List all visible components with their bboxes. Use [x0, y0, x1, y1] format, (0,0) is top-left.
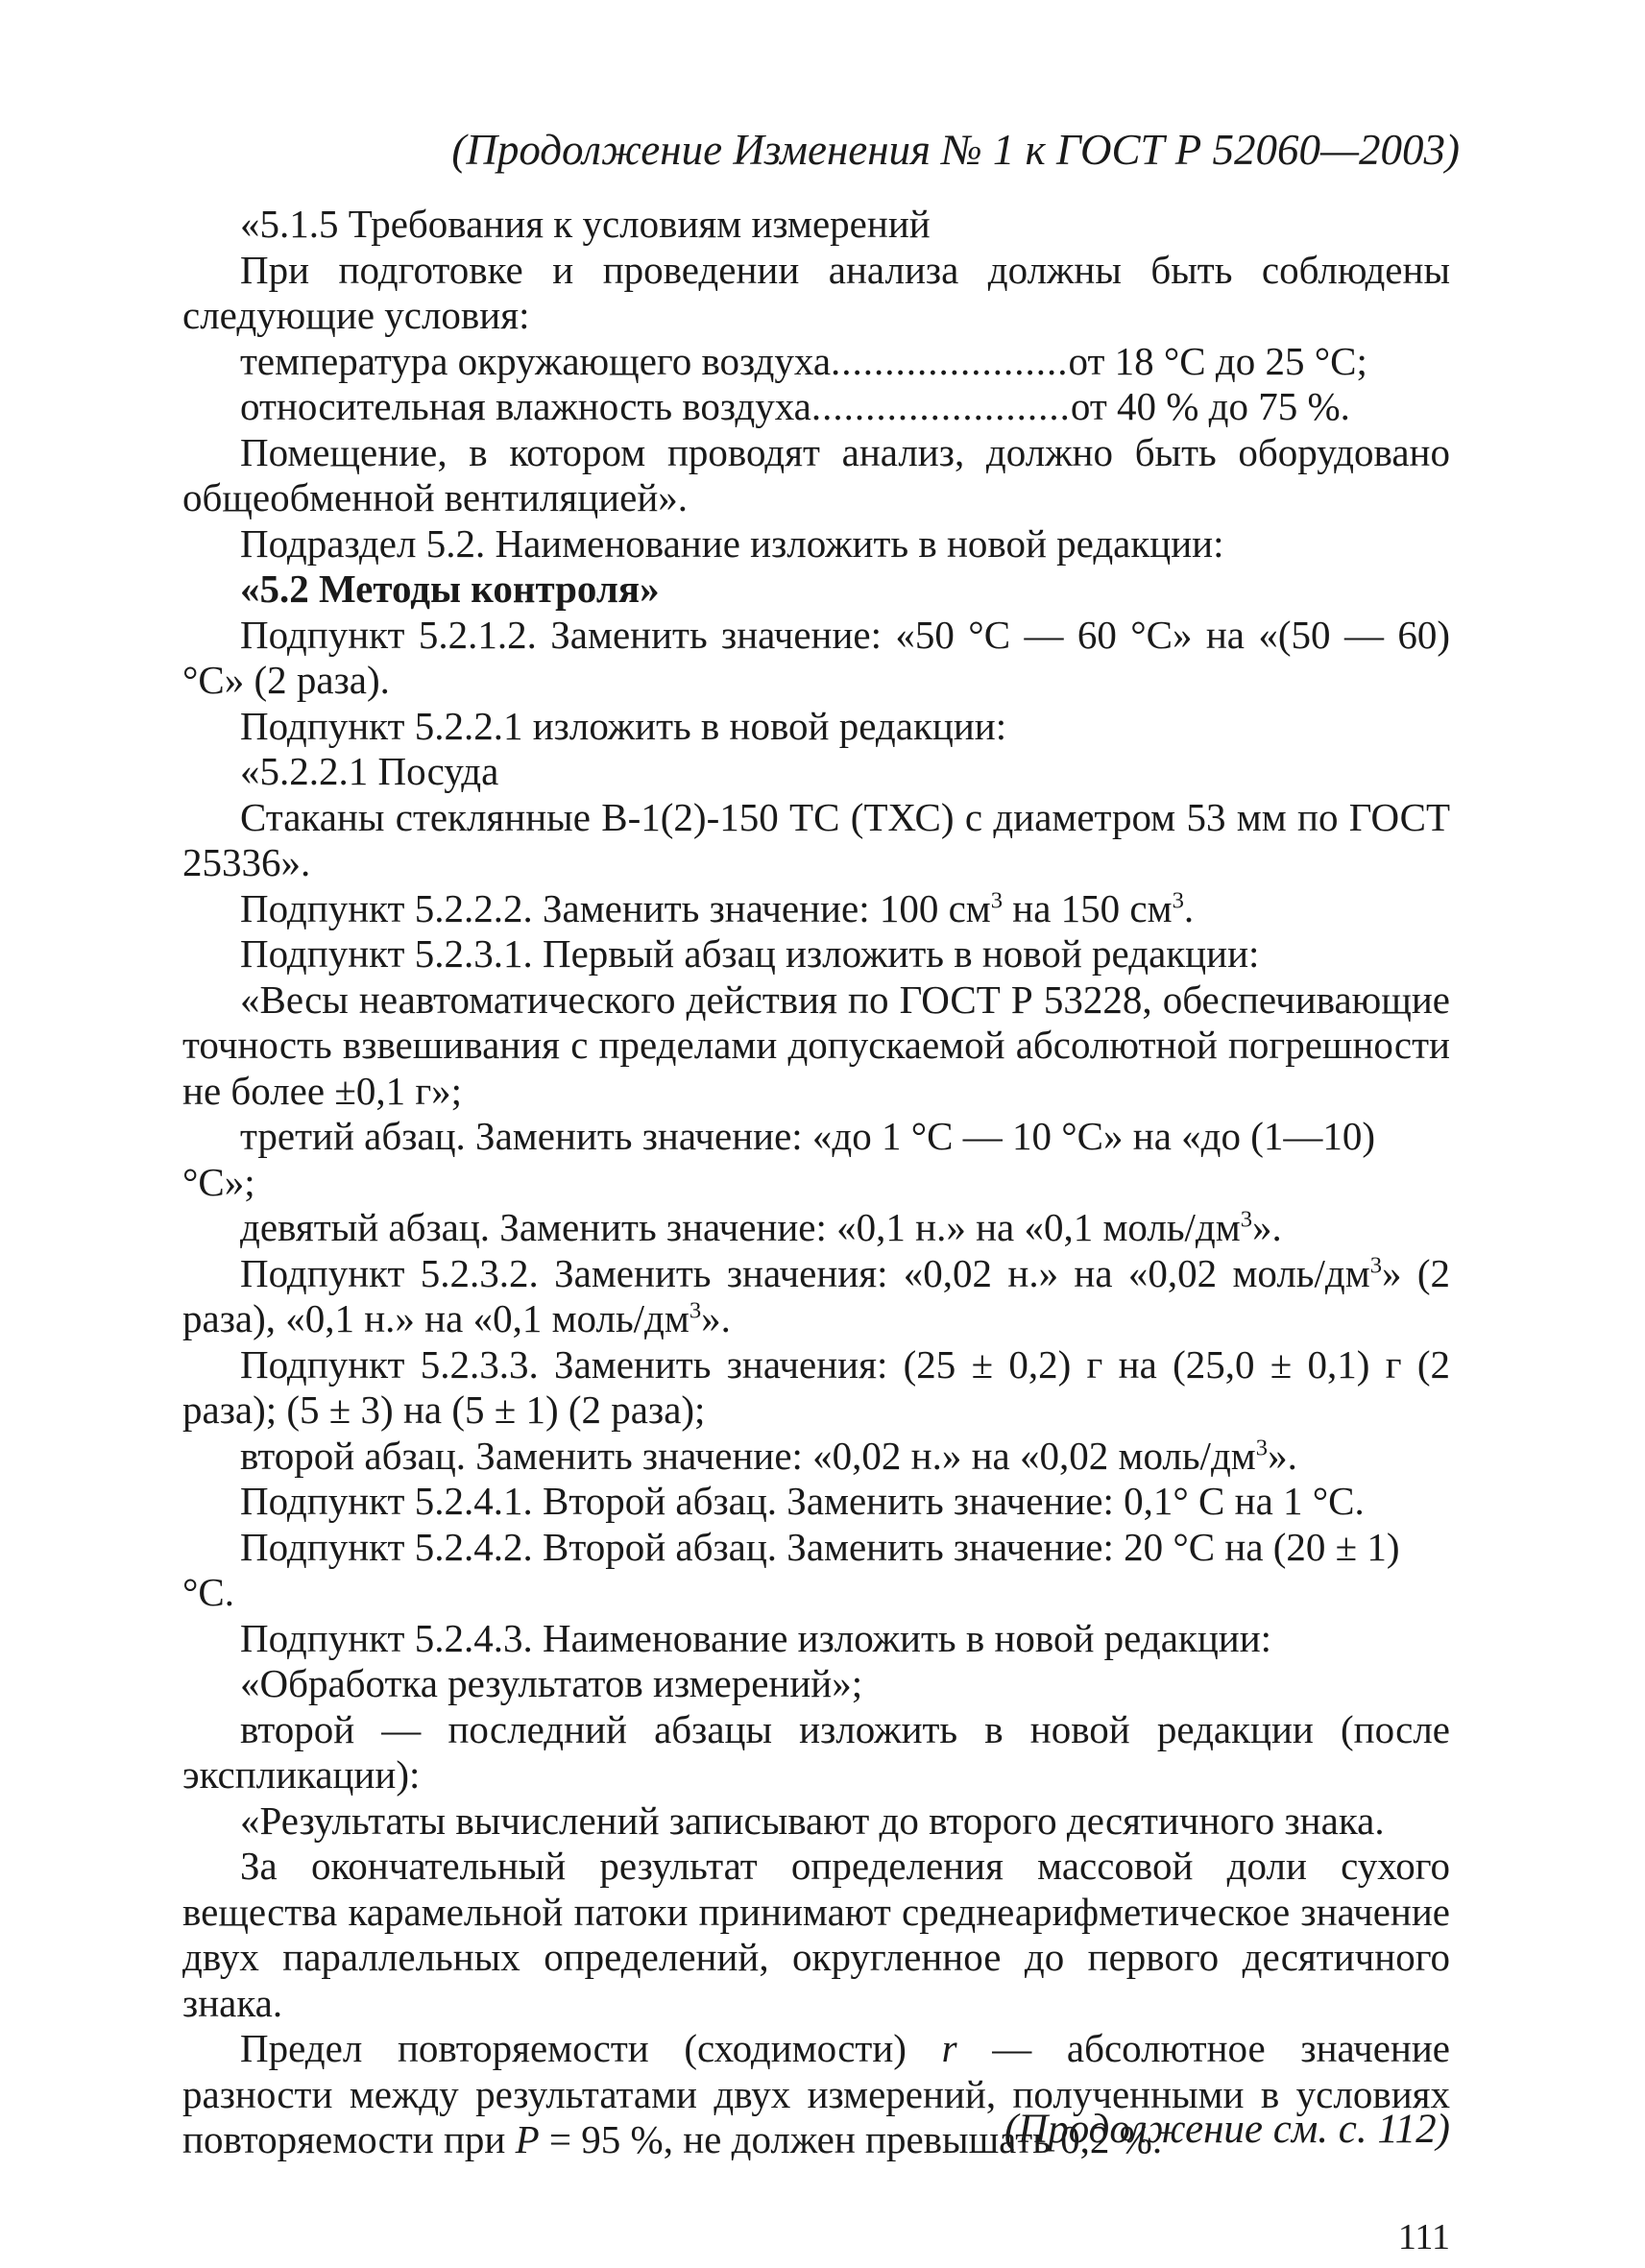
repeatability-paragraph: Предел повторяемости (сходимости) r — абсолютное значение разности между результатами двух измерений, полученными в условиях повторяемости при P = 95 %, не должен превышать 0,2 %.	[182, 2026, 1450, 2161]
condition-value: от 40 % до 75 %.	[1070, 384, 1350, 428]
item-5-2-4-1: Подпункт 5.2.4.1. Второй абзац. Заменить значение: 0,1° С на 1 °С.	[240, 1479, 1365, 1523]
page-header: (Продолжение Изменения № 1 к ГОСТ Р 52060—2003)	[451, 126, 1460, 174]
subsection-5-2-intro: Подраздел 5.2. Наименование изложить в новой редакции:	[240, 520, 1224, 566]
item-5-2-2-1-intro: Подпункт 5.2.2.1 изложить в новой редакции:	[240, 703, 1007, 748]
condition-label: температура окружающего воздуха	[240, 338, 832, 383]
item-5-2-2-1-title: «5.2.2.1 Посуда	[240, 749, 499, 793]
condition-label: относительная влажность воздуха	[240, 384, 811, 428]
section-5-1-5-title: «5.1.5 Требования к условиям измерений	[240, 202, 931, 246]
page-number: 111	[1397, 2217, 1450, 2257]
document-body	[182, 202, 1450, 2163]
item-5-2-4-3: Подпункт 5.2.4.3. Наименование изложить в новой редакции:	[240, 1615, 1272, 1660]
final-result-paragraph: За окончательный результат определения массовой доли сухого вещества карамельной патоки принимают среднеарифметическое значение двух параллельных определений, округленное до первого десятичного знака.	[182, 1844, 1450, 2025]
item-5-2-1-2: Подпункт 5.2.1.2. Заменить значение: «50 °С — 60 °С» на «(50 — 60) °С» (2 раза).	[182, 612, 1450, 702]
item-5-2-2-2: Подпункт 5.2.2.2. Заменить значение: 100 $см^3$ на 150 $см^3$.	[240, 885, 1195, 930]
ninth-paragraph-change: девятый абзац. Заменить значение: «0,1 н.» на «0,1 моль/$дм^3$».	[240, 1205, 1282, 1249]
results-paragraph: «Результаты вычислений записывают до второго десятичного знака.	[240, 1798, 1385, 1843]
scales-paragraph: «Весы неавтоматического действия по ГОСТ Р 53228, обеспечивающие точность взвешивания с пределами допускаемой абсолютной погрешности не более ±0,1 г»;	[182, 977, 1450, 1113]
conditions-intro: При подготовке и проведении анализа должны быть соблюдены следующие условия:	[182, 247, 1450, 337]
subsection-5-2-title: «5.2 Методы контроля»	[240, 567, 660, 611]
item-5-2-4-2: Подпункт 5.2.4.2. Второй абзац. Заменить значение: 20 °С на (20 ± 1) °С.	[182, 1524, 1400, 1614]
processing-title: «Обработка результатов измерений»;	[240, 1661, 863, 1705]
condition-temperature	[182, 339, 1450, 385]
item-5-2-3-1-intro: Подпункт 5.2.3.1. Первый абзац изложить в новой редакции:	[240, 931, 1260, 976]
condition-humidity	[182, 384, 1450, 430]
glassware-paragraph: Стаканы стеклянные В-1(2)-150 ТС (ТХС) с диаметром 53 мм по ГОСТ 25336».	[182, 794, 1450, 884]
item-5-2-3-2: Подпункт 5.2.3.2. Заменить значения: «0,02 н.» на «0,02 моль/$дм^3$» (2 раза), «0,1 н.» на «0,1 моль/$дм^3$».	[182, 1250, 1450, 1340]
item-5-2-3-3: Подпункт 5.2.3.3. Заменить значения: (25 ± 0,2) г на (25,0 ± 0,1) г (2 раза); (5 ± 3) на (5 ± 1) (2 раза);	[182, 1341, 1450, 1432]
dot-leader: ........................	[810, 384, 1071, 428]
last-paragraphs-change: второй — последний абзацы изложить в новой редакции (после экспликации):	[182, 1706, 1450, 1797]
condition-value: от 18 °С до 25 °С;	[1068, 338, 1367, 383]
second-paragraph-change: второй абзац. Заменить значение: «0,02 н.» на «0,02 моль/$дм^3$».	[240, 1433, 1297, 1478]
room-paragraph: Помещение, в котором проводят анализ, должно быть оборудовано общеобменной вентиляцией».	[182, 429, 1450, 519]
dot-leader: ......................	[831, 338, 1069, 383]
third-paragraph-change: третий абзац. Заменить значение: «до 1 °С — 10 °С» на «до (1—10) °С»;	[182, 1114, 1376, 1204]
continuation-note: (Продолжение см. с. 112)	[1004, 2107, 1450, 2152]
